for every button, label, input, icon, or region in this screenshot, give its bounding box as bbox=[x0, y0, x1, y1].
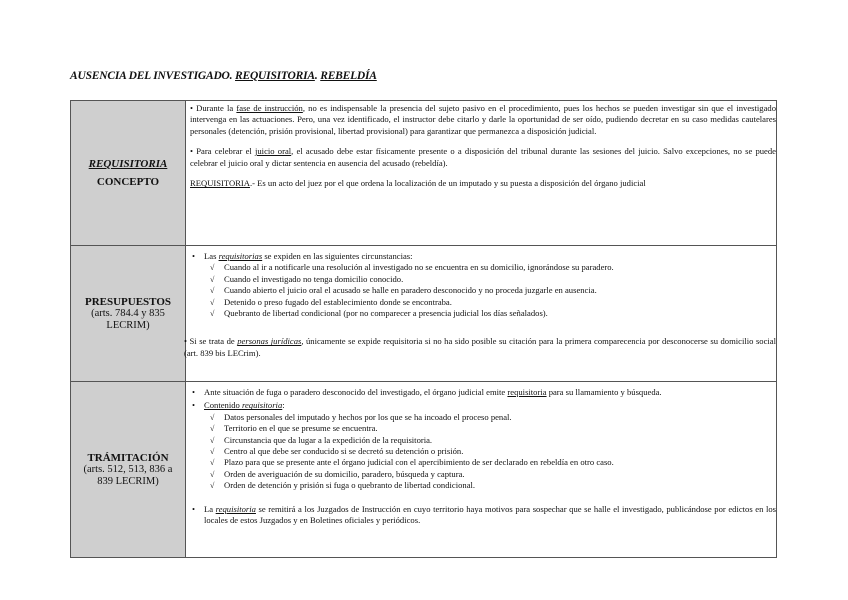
document-title bbox=[70, 70, 377, 82]
content-label-text-b: requisitoria bbox=[241, 400, 283, 411]
concepto-p2-text-a: • Para celebrar el bbox=[190, 146, 255, 157]
list-item: √ Cuando al ir a notificarle una resolución al investigado no se encuentra en su domicilio, ignorándose su paradero. bbox=[210, 262, 776, 273]
list-item: √ Territorio en el que se presume se encuentra. bbox=[210, 423, 776, 434]
row-label-concepto bbox=[71, 101, 186, 246]
label-concepto: CONCEPTO bbox=[96, 176, 160, 188]
table-row-presupuestos bbox=[71, 246, 777, 382]
presupuestos-note-text-a: • Si se trata de bbox=[184, 336, 238, 347]
presupuestos-intro-text-b: requisitorias bbox=[218, 251, 263, 261]
content-label-text-c: : bbox=[282, 400, 285, 411]
tramitacion-intro-text-b: requisitoria bbox=[507, 387, 547, 397]
tramitacion-final-text-a: La bbox=[204, 503, 216, 514]
presupuestos-intro-text-a: Las bbox=[204, 251, 219, 261]
list-item: √ Orden de averiguación de su domicilio, paradero, búsqueda y captura. bbox=[210, 469, 776, 480]
tramitacion-final-text-b: requisitoria bbox=[215, 503, 256, 514]
tramitacion-final bbox=[192, 504, 776, 527]
row-label-tramitacion bbox=[71, 382, 186, 558]
presupuestos-intro-list bbox=[186, 251, 776, 262]
list-item: √ Circunstancia que da lugar a la expedición de la requisitoria. bbox=[210, 435, 776, 446]
content-presupuestos bbox=[186, 246, 777, 382]
list-item: √ Plazo para que se presente ante el órgano judicial con el apercibimiento de ser declarado en rebeldía en otro caso. bbox=[210, 457, 776, 468]
content-concepto bbox=[186, 101, 777, 246]
presupuestos-checklist bbox=[186, 262, 776, 319]
concepto-p1-text-b: fase de instrucción bbox=[236, 103, 303, 113]
presupuestos-note-text-b: personas jurídicas bbox=[237, 336, 302, 347]
label-presupuestos-sub-2: LECRIM) bbox=[106, 319, 150, 331]
tramitacion-intro-text-a: Ante situación de fuga o paradero desconocido del investigado, el órgano judicial emite bbox=[204, 387, 508, 397]
table-row-tramitacion bbox=[71, 382, 777, 558]
list-item: √ Cuando abierto el juicio oral el acusado se halle en paradero desconocido y no proceda juzgarle en ausencia. bbox=[210, 285, 776, 296]
table-row-concepto bbox=[71, 101, 777, 246]
concepto-p1-text-a: • Durante la bbox=[190, 103, 237, 113]
presupuestos-intro bbox=[192, 251, 776, 262]
title-part-4: REBELDÍA bbox=[320, 70, 377, 82]
tramitacion-intro-list bbox=[186, 387, 776, 412]
list-item: √ Cuando el investigado no tenga domicilio conocido. bbox=[210, 274, 776, 285]
concepto-p2-text-c: , el acusado debe estar físicamente presente o a disposición del tribunal durante las sesiones del juicio. Salvo excepciones, no se puede celebrar el juicio oral y dictar sentencia en ausencia del acusado (rebeldía). bbox=[190, 146, 776, 168]
content-label-text-a: Contenido bbox=[204, 400, 242, 411]
tramitacion-intro bbox=[192, 387, 776, 398]
summary-table bbox=[70, 100, 777, 558]
tramitacion-final-list bbox=[186, 504, 776, 527]
label-tramitacion: TRÁMITACIÓN bbox=[87, 451, 169, 464]
title-part-2: REQUISITORIA bbox=[235, 70, 315, 82]
concepto-paragraph-1 bbox=[190, 103, 776, 137]
label-presupuestos-sub-1: (arts. 784.4 y 835 bbox=[91, 307, 165, 319]
content-tramitacion bbox=[186, 382, 777, 558]
tramitacion-final-text-c: se remitirá a los Juzgados de Instrucción en cuyo territorio haya motivos para sospechar que se halle el investigado, publicándose por edictos en los locales de estos Juzgados y en Boletines oficiales y periódicos. bbox=[204, 503, 776, 526]
concepto-p1-text-c: , no es indispensable la presencia del sujeto pasivo en el procedimiento, pues los hechos se pueden investigar sin que el investigado intervenga en las actuaciones. Pero, una vez identificado, el instructor debe citarlo y darle la oportunidad de ser oído, pudiendo decretar en su caso medidas cautelares personales (detención, prisión provisional, libertad provisional) para garantizar que permanezca a disposición judicial. bbox=[190, 103, 776, 136]
concepto-p2-text-b: juicio oral bbox=[255, 146, 292, 157]
title-part-3: . bbox=[314, 70, 321, 82]
list-item: √ Quebranto de libertad condicional (por no comparecer a presencia judicial los días señalados). bbox=[210, 308, 776, 319]
list-item: √ Datos personales del imputado y hechos por los que se ha incoado el proceso penal. bbox=[210, 412, 776, 423]
title-part-1: AUSENCIA DEL INVESTIGADO. bbox=[70, 70, 236, 82]
tramitacion-checklist bbox=[186, 412, 776, 492]
label-presupuestos: PRESUPUESTOS bbox=[85, 295, 171, 308]
list-item: √ Detenido o preso fugado del establecimiento donde se encontraba. bbox=[210, 297, 776, 308]
presupuestos-note bbox=[184, 336, 776, 359]
tramitacion-content-label bbox=[192, 400, 776, 411]
label-requisitoria: REQUISITORIA bbox=[88, 158, 168, 170]
row-label-presupuestos bbox=[71, 246, 186, 382]
presupuestos-note-text-c: , únicamente se expide requisitoria si no ha sido posible su citación para la primera comparecencia por desconocerse su domicilio social (art. 839 bis LECrim). bbox=[184, 336, 776, 358]
list-item: √ Orden de detención y prisión si fuga o quebranto de libertad condicional. bbox=[210, 480, 776, 491]
concepto-paragraph-2 bbox=[190, 146, 776, 169]
label-tramitacion-sub-2: 839 LECRIM) bbox=[97, 475, 159, 487]
concepto-p3-text-a: REQUISITORIA bbox=[190, 178, 250, 189]
concepto-p3-text-b: .- Es un acto del juez por el que ordena la localización de un imputado y su puesta a disposición del órgano judicial bbox=[250, 178, 646, 189]
label-tramitacion-sub-1: (arts. 512, 513, 836 a bbox=[83, 463, 173, 475]
presupuestos-intro-text-c: se expiden en las siguientes circunstancias: bbox=[262, 251, 413, 261]
concepto-paragraph-3 bbox=[190, 178, 776, 189]
tramitacion-intro-text-c: para su llamamiento y búsqueda. bbox=[546, 387, 662, 397]
list-item: √ Centro al que debe ser conducido si se decretó su detención o prisión. bbox=[210, 446, 776, 457]
